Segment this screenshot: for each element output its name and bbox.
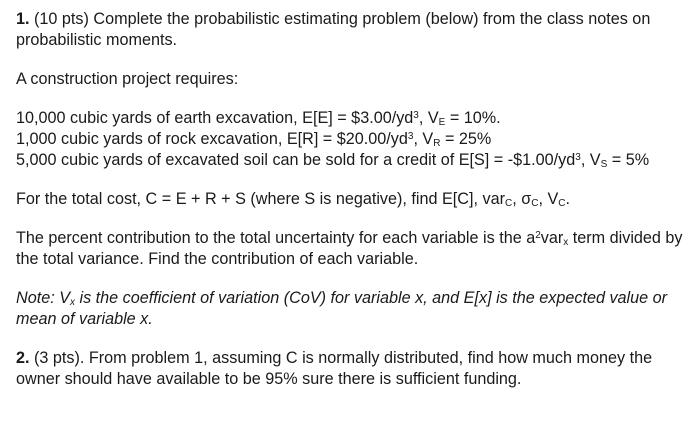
note-text: Note: V xyxy=(16,289,70,307)
question-text: term divided by the total variance. Find the contribution of each variable. xyxy=(16,229,683,268)
requirement-text: = 10%. xyxy=(445,109,501,127)
problem-1-number: 1. xyxy=(16,10,30,28)
problem-2-number: 2. xyxy=(16,349,30,367)
problem-1-header xyxy=(16,9,688,51)
percent-contribution-question xyxy=(16,228,688,270)
note-text: is the coefficient of variation (CoV) for variable x, and E[x] is the expected value or mean of variable x. xyxy=(16,289,668,328)
question-text: var xyxy=(540,229,564,247)
requirement-soil xyxy=(16,150,688,171)
question-text: The percent contribution to the total uncertainty for each variable is the a xyxy=(16,229,536,247)
requirement-text: , V xyxy=(418,109,439,127)
subscript: S xyxy=(600,159,608,170)
requirement-earth xyxy=(16,108,688,129)
subscript: x xyxy=(70,297,75,308)
requirement-text: 5,000 cubic yards of excavated soil can be sold for a credit of E[S] = -$1.00/yd xyxy=(16,151,576,169)
requirement-text: = 5% xyxy=(607,151,650,169)
superscript: 3 xyxy=(413,110,419,121)
question-text: . xyxy=(565,190,570,208)
question-text: , σ xyxy=(512,190,532,208)
subscript: E xyxy=(438,117,446,128)
requirement-rock xyxy=(16,129,688,150)
subscript: x xyxy=(563,237,569,248)
problem-1-intro: A construction project requires: xyxy=(16,70,239,88)
requirement-text: 1,000 cubic yards of rock excavation, E[R] = $20.00/yd xyxy=(16,130,408,148)
superscript: 3 xyxy=(407,131,414,142)
document-body xyxy=(16,9,688,390)
question-text: For the total cost, C = E + R + S (where S is negative), find E[C], var xyxy=(16,190,505,208)
requirement-text: 10,000 cubic yards of earth excavation, E[E] = $3.00/yd xyxy=(16,109,414,127)
superscript: 3 xyxy=(575,152,581,163)
subscript: C xyxy=(504,198,513,209)
subscript: R xyxy=(433,138,441,149)
requirement-text: = 25% xyxy=(440,130,492,148)
superscript: 2 xyxy=(535,230,541,241)
problem-1-header-text: (10 pts) Complete the probabilistic estimating problem (below) from the class notes on probabilistic moments. xyxy=(16,10,651,49)
requirement-text: , V xyxy=(580,151,601,169)
subscript: C xyxy=(531,198,539,209)
problem-2 xyxy=(16,348,688,390)
note xyxy=(16,288,688,330)
requirements-list xyxy=(16,108,688,171)
total-cost-question xyxy=(16,189,688,210)
subscript: C xyxy=(558,198,566,209)
requirement-text: , V xyxy=(413,130,434,148)
problem-2-text: (3 pts). From problem 1, assuming C is normally distributed, find how much money the owner should have available to be 95% sure there is sufficient funding. xyxy=(16,349,653,388)
question-text: , V xyxy=(538,190,559,208)
